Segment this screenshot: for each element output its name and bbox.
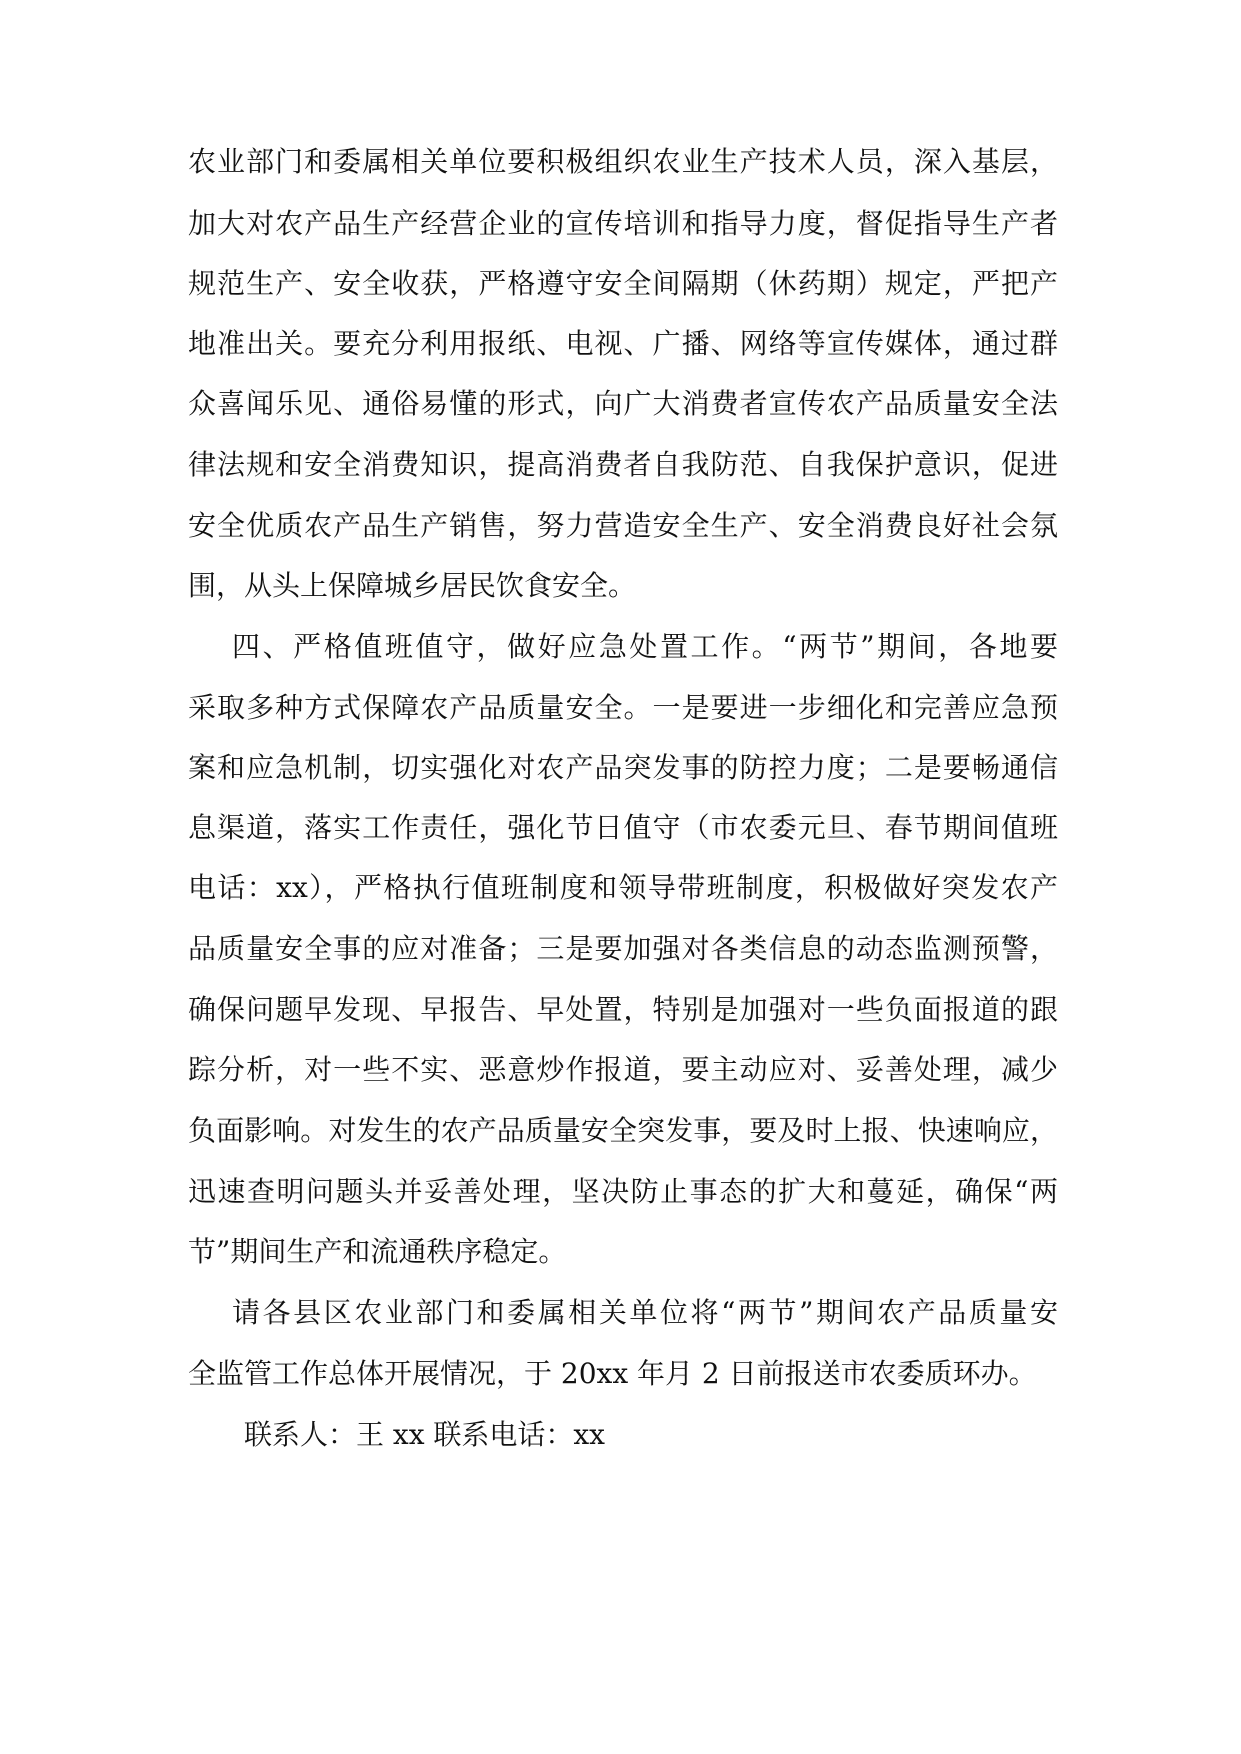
text-line: 众喜闻乐见、通俗易懂的形式，向广大消费者宣传农产品质量安全法 — [188, 387, 1058, 420]
text-line: 电话：xx），严格执行值班制度和领导带班制度，积极做好突发农产 — [188, 871, 1058, 904]
text-line: 地准出关。要充分利用报纸、电视、广播、网络等宣传媒体，通过群 — [188, 327, 1058, 360]
text-line: 围，从头上保障城乡居民饮食安全。 — [188, 569, 637, 602]
text-line: 踪分析，对一些不实、恶意炒作报道，要主动应对、妥善处理，减少 — [188, 1053, 1058, 1086]
text-line: 加大对农产品生产经营企业的宣传培训和指导力度，督促指导生产者 — [188, 207, 1058, 240]
text-line: 律法规和安全消费知识，提高消费者自我防范、自我保护意识，促进 — [188, 448, 1058, 481]
text-line: 农业部门和委属相关单位要积极组织农业生产技术人员，深入基层， — [188, 145, 1058, 178]
text-line: 负面影响。对发生的农产品质量安全突发事，要及时上报、快速响应， — [188, 1114, 1058, 1147]
text-line: 安全优质农产品生产销售，努力营造安全生产、安全消费良好社会氛 — [188, 509, 1058, 542]
text-line: 采取多种方式保障农产品质量安全。一是要进一步细化和完善应急预 — [188, 691, 1058, 724]
text-line: 息渠道，落实工作责任，强化节日值守（市农委元旦、春节期间值班 — [188, 811, 1058, 844]
text-line: 节”期间生产和流通秩序稳定。 — [188, 1235, 567, 1268]
text-line: 规范生产、安全收获，严格遵守安全间隔期（休药期）规定，严把产 — [188, 267, 1058, 300]
text-line: 全监管工作总体开展情况，于 20xx 年月 2 日前报送市农委质环办。 — [188, 1357, 1037, 1390]
text-line: 品质量安全事的应对准备；三是要加强对各类信息的动态监测预警， — [188, 932, 1058, 965]
text-line: 迅速查明问题头并妥善处理，坚决防止事态的扩大和蔓延，确保“两 — [188, 1175, 1058, 1208]
text-line: 确保问题早发现、早报告、早处置，特别是加强对一些负面报道的跟 — [188, 993, 1058, 1026]
text-line: 请各县区农业部门和委属相关单位将“两节”期间农产品质量安 — [232, 1296, 1058, 1329]
paragraph-heading-line: 四、严格值班值守，做好应急处置工作。“两节”期间，各地要 — [232, 630, 1058, 663]
text-line: 案和应急机制，切实强化对农产品突发事的防控力度；二是要畅通信 — [188, 751, 1058, 784]
contact-line: 联系人：王 xx 联系电话：xx — [244, 1418, 605, 1451]
